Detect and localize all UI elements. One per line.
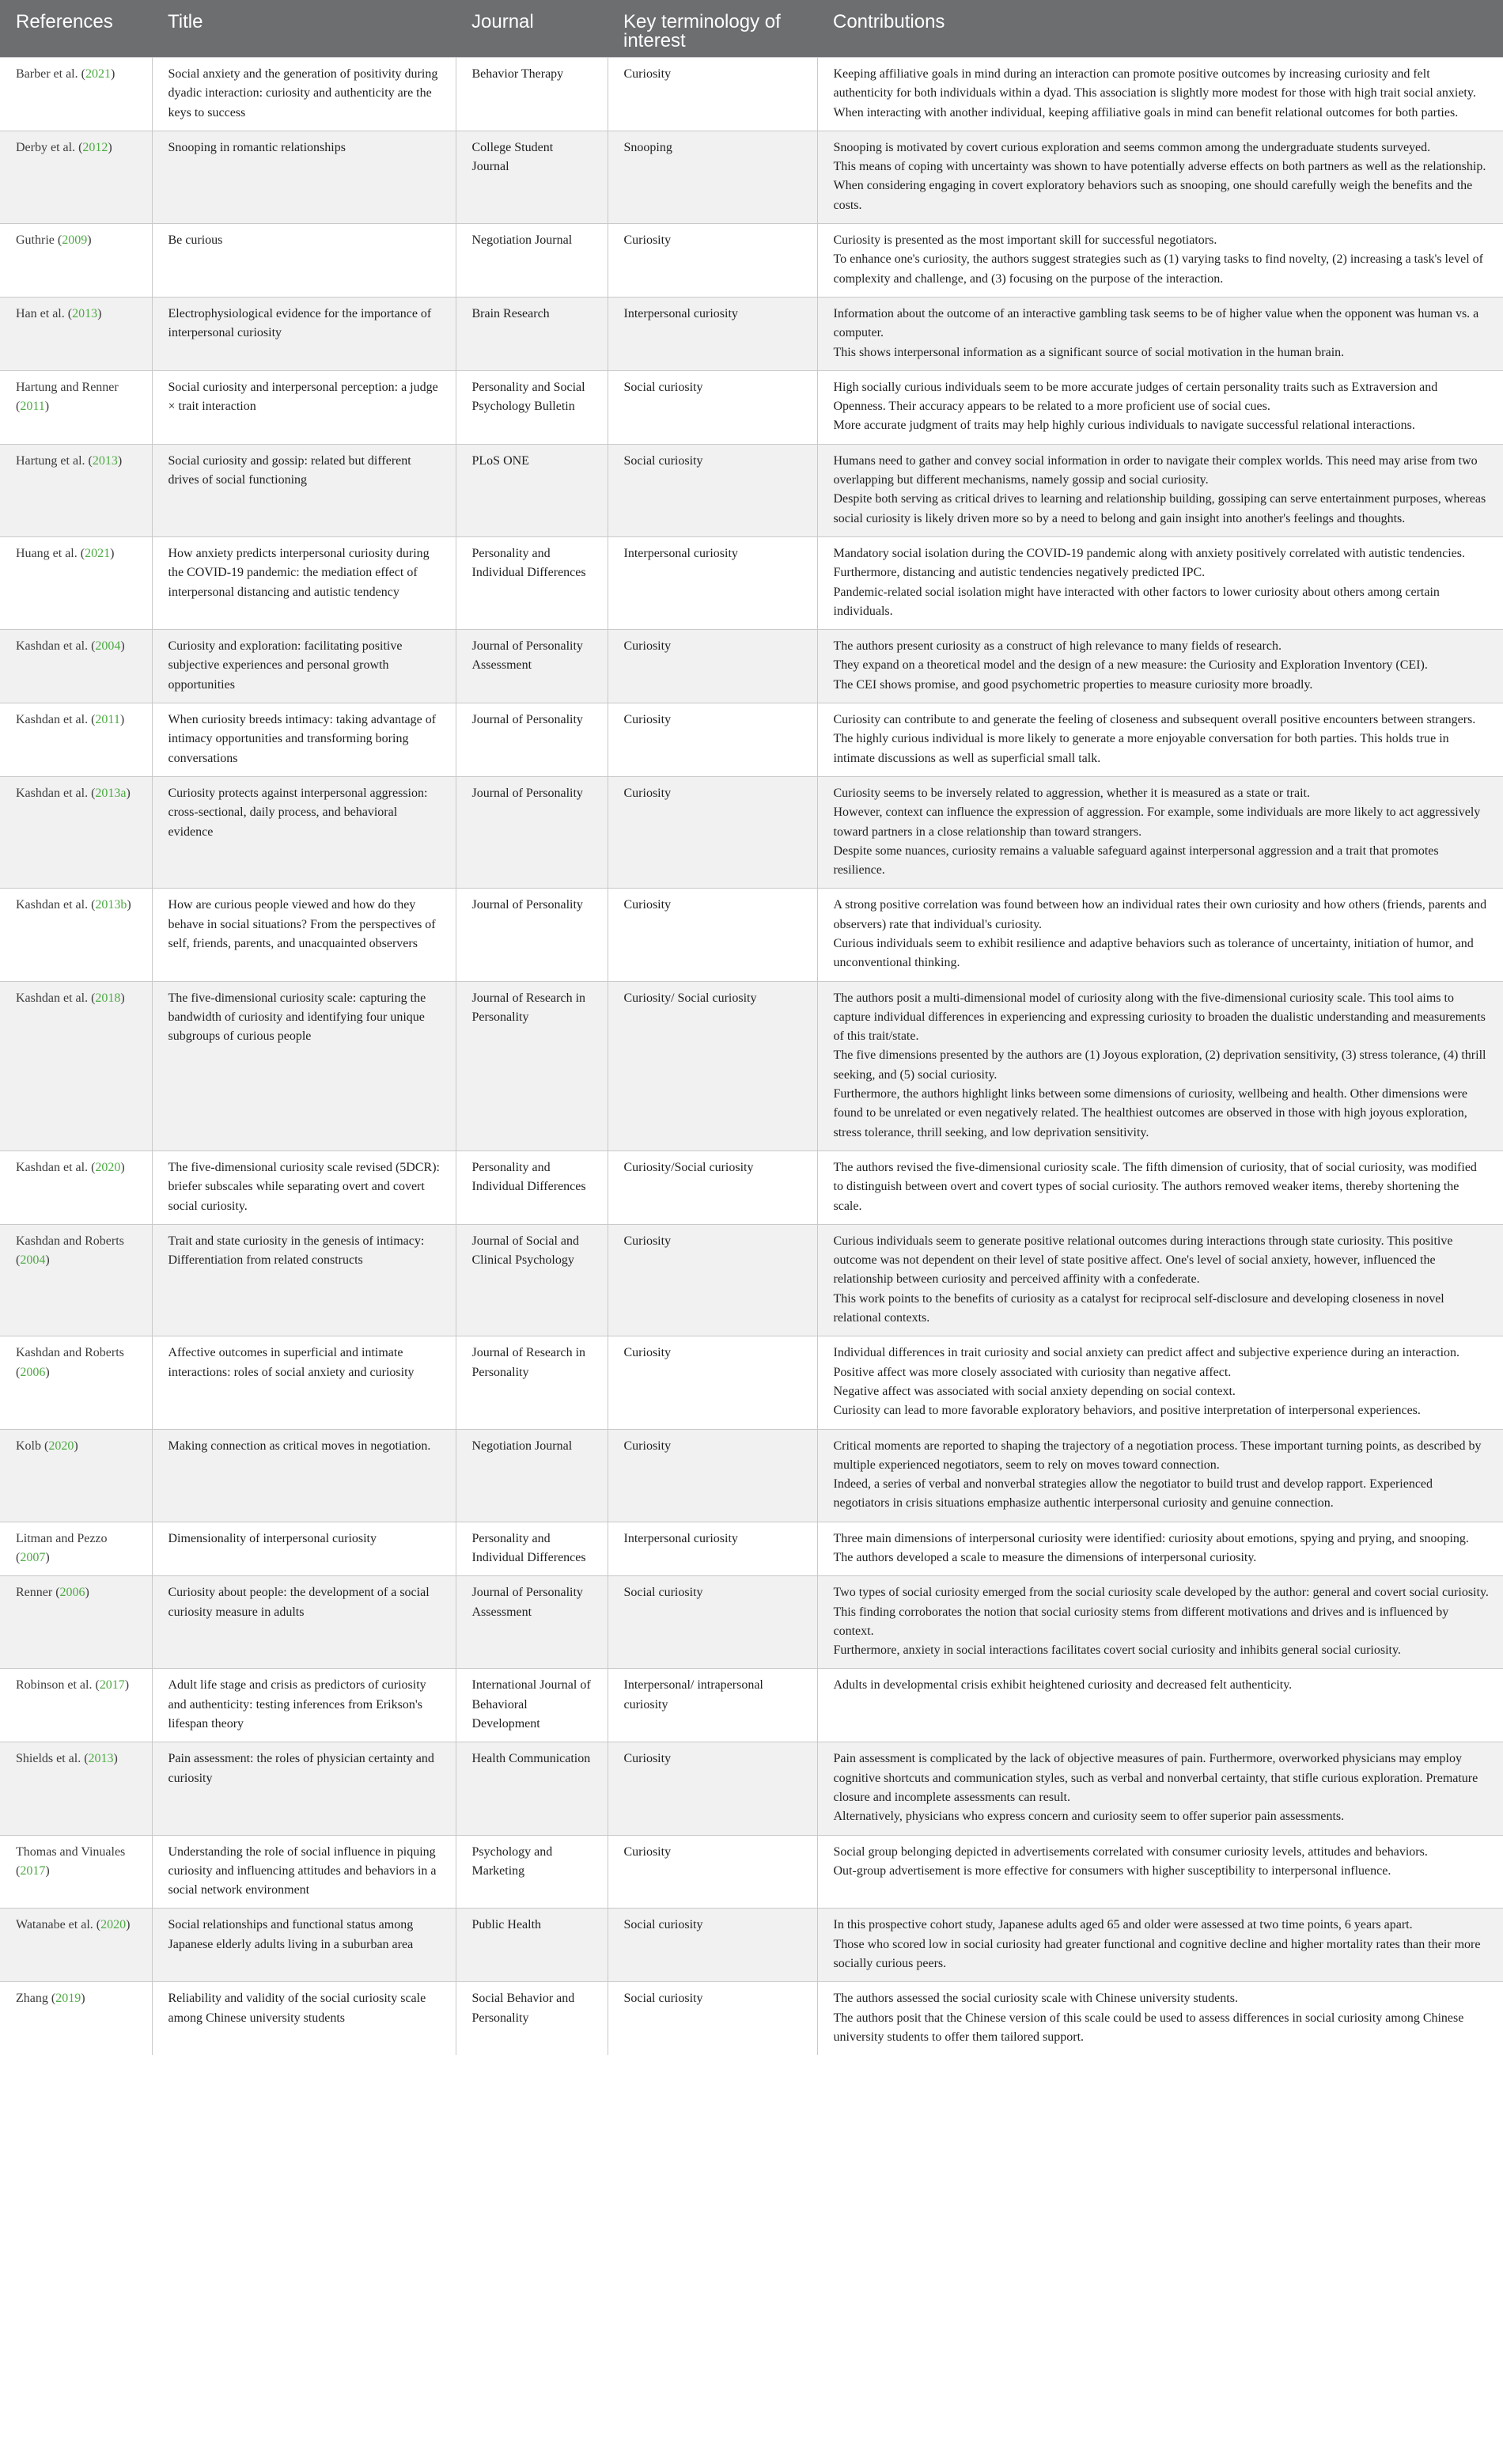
contribution-line: The five dimensions presented by the authors are (1) Joyous exploration, (2) deprivation sensitivity, (3) stress tolerance, (4) thrill seeking, and (5) social curiosity. — [833, 1048, 1486, 1082]
contribution-line: The highly curious individual is more likely to generate a more enjoyable conversation for both parties. This holds true in intimate discussions as well as superficial small talk. — [833, 732, 1449, 765]
contribution-line: Three main dimensions of interpersonal curiosity were identified: curiosity about emotions, spying and prying, and snooping. — [833, 1531, 1469, 1545]
contribution-line: Pandemic-related social isolation might have interacted with other factors to lower curiosity about others among certain individuals. — [833, 585, 1440, 618]
cell-key-terminology: Social curiosity — [608, 1982, 817, 2055]
table-row — [0, 889, 1503, 981]
cell-contributions — [817, 703, 1503, 777]
table-row — [0, 536, 1503, 629]
cell-title: Social curiosity and gossip: related but different drives of social functioning — [152, 444, 456, 536]
cell-key-terminology: Snooping — [608, 131, 817, 223]
reference-year-link[interactable]: 2012 — [82, 140, 108, 154]
table-row — [0, 776, 1503, 888]
cell-key-terminology: Curiosity — [608, 1224, 817, 1336]
reference-author: Kashdan et al. ( — [16, 991, 96, 1005]
cell-journal: Negotiation Journal — [456, 224, 608, 298]
table-row — [0, 1982, 1503, 2055]
contribution-line: Despite both serving as critical drives to learning and relationship building, gossiping can serve entertainment purposes, whereas social curiosity is likely driven more so by a need to belong and gain insight into another's feelings and thoughts. — [833, 492, 1486, 525]
reference-close-paren: ) — [117, 453, 123, 468]
reference-author: Kashdan et al. ( — [16, 1160, 96, 1174]
reference-close-paren: ) — [110, 546, 115, 560]
cell-title: Pain assessment: the roles of physician certainty and curiosity — [152, 1742, 456, 1835]
contribution-line: A strong positive correlation was found between how an individual rates their own curiosity and how others (friends, parents and observers) rate that individual's curiosity. — [833, 898, 1487, 931]
cell-journal: Journal of Personality — [456, 776, 608, 888]
contribution-line: Snooping is motivated by covert curious exploration and seems common among the undergraduate students surveyed. — [833, 140, 1431, 154]
cell-title: Understanding the role of social influence in piquing curiosity and influencing attitudes and behaviors in a social network environment — [152, 1835, 456, 1909]
table-row — [0, 1429, 1503, 1522]
reference-author: Kolb ( — [16, 1439, 49, 1453]
reference-author: Huang et al. ( — [16, 546, 85, 560]
cell-title: Dimensionality of interpersonal curiosity — [152, 1522, 456, 1576]
reference-close-paren: ) — [45, 1253, 50, 1268]
contribution-line: More accurate judgment of traits may help highly curious individuals to navigate successful relational interactions. — [833, 419, 1415, 433]
reference-year-link[interactable]: 2020 — [48, 1439, 74, 1453]
reference-year-link[interactable]: 2018 — [95, 991, 121, 1005]
cell-reference — [0, 1336, 152, 1429]
reference-author: Shields et al. ( — [16, 1752, 89, 1766]
cell-key-terminology: Curiosity — [608, 703, 817, 777]
header-title: Title — [152, 0, 456, 58]
cell-title: Affective outcomes in superficial and intimate interactions: roles of social anxiety and curiosity — [152, 1336, 456, 1429]
header-row — [0, 0, 1503, 58]
cell-contributions — [817, 1909, 1503, 1982]
reference-close-paren: ) — [120, 639, 125, 654]
reference-close-paren: ) — [74, 1439, 78, 1453]
cell-title: When curiosity breeds intimacy: taking advantage of intimacy opportunities and transforming boring conversations — [152, 703, 456, 777]
reference-author: Hartung and Renner ( — [16, 380, 119, 414]
reference-close-paren: ) — [113, 1752, 118, 1766]
contribution-line: The authors developed a scale to measure the dimensions of interpersonal curiosity. — [833, 1551, 1257, 1564]
table-row — [0, 370, 1503, 444]
table-row — [0, 444, 1503, 536]
reference-year-link[interactable]: 2013b — [95, 898, 127, 912]
reference-year-link[interactable]: 2021 — [85, 67, 111, 81]
table-row — [0, 1336, 1503, 1429]
table-row — [0, 1742, 1503, 1835]
reference-year-link[interactable]: 2011 — [95, 713, 120, 727]
reference-close-paren: ) — [97, 306, 102, 320]
cell-reference — [0, 1576, 152, 1669]
contribution-line: Furthermore, the authors highlight links between some dimensions of curiosity, wellbeing and health. Other dimensions were found to be unrelated or even negatively related. The healthiest outcomes are observed in those with high joyous exploration, stress tolerance, thrill seeking, and low deprivation sensitivity. — [833, 1087, 1467, 1139]
contribution-line: Curiosity seems to be inversely related to aggression, whether it is measured as a state or trait. — [833, 786, 1310, 800]
cell-contributions — [817, 58, 1503, 131]
contribution-line: Curiosity can lead to more favorable exploratory behaviors, and positive interpretation of interpersonal experiences. — [833, 1404, 1421, 1418]
cell-journal: Journal of Research in Personality — [456, 1336, 608, 1429]
reference-author: Renner ( — [16, 1586, 60, 1600]
table-row — [0, 981, 1503, 1150]
cell-reference — [0, 889, 152, 981]
contribution-line: When considering engaging in covert exploratory behaviors such as snooping, one should carefully weigh the benefits and the costs. — [833, 179, 1473, 212]
cell-journal: PLoS ONE — [456, 444, 608, 536]
contribution-line: Individual differences in trait curiosity and social anxiety can predict affect and subjective experience during an interaction. Positive affect was more closely associated with curiosity than negative affect. — [833, 1346, 1460, 1379]
cell-contributions — [817, 536, 1503, 629]
reference-year-link[interactable]: 2013 — [88, 1752, 114, 1766]
reference-year-link[interactable]: 2020 — [100, 1918, 127, 1932]
cell-reference — [0, 1835, 152, 1909]
cell-contributions — [817, 444, 1503, 536]
cell-contributions — [817, 1576, 1503, 1669]
cell-reference — [0, 536, 152, 629]
reference-author: Thomas and Vinuales ( — [16, 1844, 126, 1878]
reference-author: Zhang ( — [16, 1992, 56, 2006]
contribution-line: Curiosity can contribute to and generate the feeling of closeness and subsequent overall positive encounters between strangers. — [833, 713, 1476, 727]
cell-contributions — [817, 1522, 1503, 1576]
contribution-line: The authors posit a multi-dimensional model of curiosity along with the five-dimensional curiosity scale. This tool aims to capture individual differences in experiencing and expressing curiosity to broaden the dualistic understanding and measurements of this trait/state. — [833, 991, 1486, 1044]
cell-key-terminology: Social curiosity — [608, 1576, 817, 1669]
cell-title: Social anxiety and the generation of positivity during dyadic interaction: curiosity and authenticity are the keys to success — [152, 58, 456, 131]
table-row — [0, 58, 1503, 131]
table-row — [0, 1150, 1503, 1224]
table-row — [0, 703, 1503, 777]
table-row — [0, 224, 1503, 298]
contribution-line: In this prospective cohort study, Japanese adults aged 65 and older were assessed at two time points, 6 years apart. — [833, 1918, 1413, 1932]
cell-reference — [0, 1909, 152, 1982]
contribution-line: Keeping affiliative goals in mind during an interaction can promote positive outcomes by increasing curiosity and felt authenticity for both individuals within a dyad. This association is slightly more modest for those with high trait social anxiety. — [833, 67, 1476, 100]
cell-reference — [0, 58, 152, 131]
table-row — [0, 1224, 1503, 1336]
reference-author: Guthrie ( — [16, 233, 62, 248]
reference-close-paren: ) — [85, 1586, 89, 1600]
contribution-line: To enhance one's curiosity, the authors suggest strategies such as (1) varying tasks to find novelty, (2) increasing a task's level of complexity and challenge, and (3) focusing on the purpose of the interaction. — [833, 252, 1483, 286]
contribution-line: Social group belonging depicted in advertisements correlated with consumer curiosity levels, attitudes and behaviors. — [833, 1844, 1428, 1859]
table-row — [0, 1522, 1503, 1576]
cell-journal: Journal of Social and Clinical Psychology — [456, 1224, 608, 1336]
cell-title: Reliability and validity of the social curiosity scale among Chinese university students — [152, 1982, 456, 2055]
reference-author: Hartung et al. ( — [16, 453, 93, 468]
cell-key-terminology: Interpersonal curiosity — [608, 536, 817, 629]
cell-key-terminology: Social curiosity — [608, 370, 817, 444]
reference-author: Kashdan and Roberts ( — [16, 1346, 124, 1379]
cell-journal: Journal of Research in Personality — [456, 981, 608, 1150]
cell-key-terminology: Curiosity — [608, 224, 817, 298]
cell-title: Making connection as critical moves in negotiation. — [152, 1429, 456, 1522]
cell-key-terminology: Interpersonal curiosity — [608, 297, 817, 370]
contribution-line: They expand on a theoretical model and the design of a new measure: the Curiosity and Exploration Inventory (CEI). — [833, 658, 1428, 673]
contribution-line: High socially curious individuals seem to be more accurate judges of certain personality traits such as Extraversion and Openness. Their accuracy appears to be related to a more proficient use of social cues. — [833, 380, 1438, 414]
cell-title: How anxiety predicts interpersonal curiosity during the COVID-19 pandemic: the mediation effect of interpersonal distancing and autistic tendency — [152, 536, 456, 629]
reference-close-paren: ) — [108, 140, 112, 154]
cell-title: Curiosity about people: the development of a social curiosity measure in adults — [152, 1576, 456, 1669]
table-row — [0, 1669, 1503, 1742]
cell-journal: Public Health — [456, 1909, 608, 1982]
contribution-line: The authors posit that the Chinese version of this scale could be used to assess differences in social curiosity among Chinese university students to offer them tailored support. — [833, 2011, 1464, 2044]
cell-reference — [0, 444, 152, 536]
cell-title: Snooping in romantic relationships — [152, 131, 456, 223]
cell-contributions — [817, 297, 1503, 370]
cell-journal: Personality and Individual Differences — [456, 536, 608, 629]
contribution-line: The authors assessed the social curiosity scale with Chinese university students. — [833, 1992, 1238, 2006]
table-row — [0, 1909, 1503, 1982]
reference-close-paren: ) — [81, 1992, 85, 2006]
cell-reference — [0, 1982, 152, 2055]
reference-close-paren: ) — [87, 233, 92, 248]
cell-key-terminology: Curiosity/ Social curiosity — [608, 981, 817, 1150]
cell-key-terminology: Curiosity — [608, 889, 817, 981]
contribution-line: Despite some nuances, curiosity remains a valuable safeguard against interpersonal aggression and a trait that promotes resilience. — [833, 843, 1439, 878]
contribution-line: Curious individuals seem to exhibit resilience and adaptive behaviors such as tolerance of uncertainty, initiation of humor, and unconventional thinking. — [833, 936, 1474, 970]
contribution-line: Out-group advertisement is more effective for consumers with higher susceptibility to interpersonal influence. — [833, 1863, 1391, 1878]
contribution-line: Curiosity is presented as the most important skill for successful negotiators. — [833, 233, 1217, 248]
cell-contributions — [817, 1742, 1503, 1835]
cell-key-terminology: Social curiosity — [608, 444, 817, 536]
reference-close-paren: ) — [126, 1918, 131, 1932]
reference-close-paren: ) — [124, 1678, 130, 1693]
header-key-terminology: Key terminology of interest — [608, 0, 817, 58]
reference-author: Kashdan et al. ( — [16, 786, 96, 800]
reference-author: Han et al. ( — [16, 306, 73, 320]
reference-author: Barber et al. ( — [16, 67, 85, 81]
cell-reference — [0, 131, 152, 223]
reference-author: Kashdan et al. ( — [16, 639, 96, 654]
reference-year-link[interactable]: 2017 — [20, 1863, 46, 1878]
cell-key-terminology: Curiosity/Social curiosity — [608, 1150, 817, 1224]
reference-close-paren: ) — [110, 67, 115, 81]
cell-key-terminology: Curiosity — [608, 1429, 817, 1522]
cell-key-terminology: Social curiosity — [608, 1909, 817, 1982]
cell-journal: Behavior Therapy — [456, 58, 608, 131]
cell-journal: Brain Research — [456, 297, 608, 370]
reference-year-link[interactable]: 2019 — [55, 1992, 81, 2006]
contribution-line: Indeed, a series of verbal and nonverbal strategies allow the negotiator to build trust and develop rapport. Experienced negotiators in crisis situations emphasize authentic interpersonal curiosity and genuine connection. — [833, 1477, 1433, 1511]
cell-reference — [0, 1224, 152, 1336]
reference-year-link[interactable]: 2006 — [59, 1586, 85, 1600]
cell-contributions — [817, 981, 1503, 1150]
cell-contributions — [817, 1224, 1503, 1336]
reference-author: Litman and Pezzo ( — [16, 1531, 108, 1564]
contribution-line: Mandatory social isolation during the COVID-19 pandemic along with anxiety positively correlated with autistic tendencies. Furthermore, distancing and autistic tendencies negatively predicted IPC. — [833, 546, 1465, 580]
cell-contributions — [817, 1336, 1503, 1429]
contribution-line: This work points to the benefits of curiosity as a catalyst for reciprocal self-disclosure and developing closeness in novel relational contexts. — [833, 1291, 1444, 1325]
reference-close-paren: ) — [44, 400, 50, 414]
cell-reference — [0, 630, 152, 703]
cell-journal: Personality and Individual Differences — [456, 1150, 608, 1224]
cell-reference — [0, 1150, 152, 1224]
reference-year-link[interactable]: 2013 — [92, 453, 118, 468]
table-row — [0, 630, 1503, 703]
cell-contributions — [817, 370, 1503, 444]
cell-key-terminology: Curiosity — [608, 58, 817, 131]
cell-title: Social curiosity and interpersonal perception: a judge × trait interaction — [152, 370, 456, 444]
cell-contributions — [817, 1429, 1503, 1522]
cell-key-terminology: Curiosity — [608, 1742, 817, 1835]
header-journal: Journal — [456, 0, 608, 58]
header-contributions: Contributions — [817, 0, 1503, 58]
contribution-line: Those who scored low in social curiosity had greater functional and cognitive decline and higher mortality rates than their more socially curious peers. — [833, 1937, 1481, 1971]
contribution-line: This shows interpersonal information as a significant source of social motivation in the human brain. — [833, 345, 1345, 359]
cell-reference — [0, 297, 152, 370]
reference-author: Watanabe et al. ( — [16, 1918, 101, 1932]
reference-author: Kashdan et al. ( — [16, 898, 96, 912]
cell-contributions — [817, 131, 1503, 223]
reference-close-paren: ) — [45, 1551, 50, 1564]
contribution-line: When interacting with another individual, keeping affiliative goals in mind can benefit relational outcomes for both parties. — [833, 105, 1459, 119]
cell-reference — [0, 703, 152, 777]
cell-journal: Journal of Personality — [456, 703, 608, 777]
reference-year-link[interactable]: 2013a — [95, 786, 127, 800]
reference-close-paren: ) — [45, 1365, 50, 1379]
reference-year-link[interactable]: 2009 — [62, 233, 88, 248]
reference-year-link[interactable]: 2004 — [95, 639, 121, 654]
cell-title: Adult life stage and crisis as predictors of curiosity and authenticity: testing inferences from Erikson's lifespan theory — [152, 1669, 456, 1742]
cell-journal: Negotiation Journal — [456, 1429, 608, 1522]
cell-title: Electrophysiological evidence for the importance of interpersonal curiosity — [152, 297, 456, 370]
cell-journal: International Journal of Behavioral Development — [456, 1669, 608, 1742]
cell-journal: Personality and Individual Differences — [456, 1522, 608, 1576]
reference-year-link[interactable]: 2011 — [20, 400, 45, 414]
cell-contributions — [817, 776, 1503, 888]
reference-year-link[interactable]: 2007 — [20, 1551, 46, 1564]
cell-title: Trait and state curiosity in the genesis of intimacy: Differentiation from related constructs — [152, 1224, 456, 1336]
cell-title: Social relationships and functional status among Japanese elderly adults living in a suburban area — [152, 1909, 456, 1982]
cell-key-terminology: Curiosity — [608, 1336, 817, 1429]
reference-year-link[interactable]: 2020 — [95, 1160, 121, 1174]
table-body — [0, 58, 1503, 2056]
cell-contributions — [817, 1669, 1503, 1742]
cell-reference — [0, 1429, 152, 1522]
reference-year-link[interactable]: 2013 — [72, 306, 98, 320]
contribution-line: The CEI shows promise, and good psychometric properties to measure curiosity more broadly. — [833, 677, 1313, 692]
reference-close-paren: ) — [126, 786, 131, 800]
contribution-line: Furthermore, anxiety in social interactions facilitates covert social curiosity and inhibits general social curiosity. — [833, 1643, 1401, 1658]
reference-close-paren: ) — [127, 898, 131, 912]
contribution-line: The authors revised the five-dimensional curiosity scale. The fifth dimension of curiosity, that of social curiosity, was modified to distinguish between overt and covert types of social curiosity. The authors removed weaker items, thereby shortening the scale. — [833, 1160, 1477, 1213]
cell-key-terminology: Curiosity — [608, 776, 817, 888]
contribution-line: Adults in developmental crisis exhibit heightened curiosity and decreased felt authenticity. — [833, 1678, 1293, 1693]
cell-title: How are curious people viewed and how do they behave in social situations? From the perspectives of self, friends, parents, and unacquainted observers — [152, 889, 456, 981]
reference-year-link[interactable]: 2017 — [99, 1678, 125, 1693]
cell-contributions — [817, 224, 1503, 298]
cell-title: The five-dimensional curiosity scale: capturing the bandwidth of curiosity and identifying four unique subgroups of curious people — [152, 981, 456, 1150]
contribution-line: Curious individuals seem to generate positive relational outcomes during interactions through state curiosity. This positive outcome was not dependent on their level of state positive affect. One's level of social anxiety, however, influenced the relationship between curiosity and perceived affinity with a confederate. — [833, 1234, 1453, 1287]
table-row — [0, 1576, 1503, 1669]
reference-year-link[interactable]: 2021 — [85, 546, 111, 560]
reference-author: Robinson et al. ( — [16, 1678, 100, 1693]
cell-journal: Personality and Social Psychology Bulletin — [456, 370, 608, 444]
header-references: References — [0, 0, 152, 58]
contribution-line: The authors present curiosity as a construct of high relevance to many fields of research. — [833, 639, 1282, 654]
reference-close-paren: ) — [119, 713, 125, 727]
cell-journal: Psychology and Marketing — [456, 1835, 608, 1909]
contribution-line: Two types of social curiosity emerged from the social curiosity scale developed by the author: general and covert social curiosity. — [833, 1586, 1489, 1600]
cell-reference — [0, 981, 152, 1150]
contribution-line: This finding corroborates the notion that social curiosity stems from different motivations and drives and is influenced by context. — [833, 1605, 1449, 1638]
cell-reference — [0, 370, 152, 444]
reference-year-link[interactable]: 2004 — [20, 1253, 46, 1268]
cell-reference — [0, 1522, 152, 1576]
reference-author: Kashdan et al. ( — [16, 713, 96, 727]
cell-key-terminology: Interpersonal/ intrapersonal curiosity — [608, 1669, 817, 1742]
cell-reference — [0, 1669, 152, 1742]
cell-journal: Journal of Personality Assessment — [456, 1576, 608, 1669]
cell-title: Be curious — [152, 224, 456, 298]
cell-contributions — [817, 1982, 1503, 2055]
contribution-line: Humans need to gather and convey social information in order to navigate their complex worlds. This need may arise from two overlapping but different mechanisms, namely gossip and social curiosity. — [833, 453, 1478, 487]
reference-close-paren: ) — [45, 1863, 50, 1878]
cell-key-terminology: Interpersonal curiosity — [608, 1522, 817, 1576]
contribution-line: Alternatively, physicians who express concern and curiosity seem to offer superior pain assessments. — [833, 1810, 1345, 1824]
table-row — [0, 1835, 1503, 1909]
reference-author: Kashdan and Roberts ( — [16, 1234, 124, 1268]
cell-key-terminology: Curiosity — [608, 1835, 817, 1909]
contribution-line: Critical moments are reported to shaping the trajectory of a negotiation process. These important turning points, as described by multiple experienced negotiators, seem to rely on moves toward connection. — [833, 1439, 1482, 1472]
cell-contributions — [817, 1835, 1503, 1909]
table-row — [0, 297, 1503, 370]
cell-contributions — [817, 1150, 1503, 1224]
contribution-line: Information about the outcome of an interactive gambling task seems to be of higher value when the opponent was human vs. a computer. — [833, 306, 1479, 340]
cell-reference — [0, 1742, 152, 1835]
reference-year-link[interactable]: 2006 — [20, 1365, 46, 1379]
contribution-line: This means of coping with uncertainty was shown to have potentially adverse effects on both partners as well as the relationship. — [833, 160, 1486, 174]
contribution-line: Negative affect was associated with social anxiety depending on social context. — [833, 1384, 1236, 1398]
cell-journal: Social Behavior and Personality — [456, 1982, 608, 2055]
cell-journal: Journal of Personality Assessment — [456, 630, 608, 703]
cell-title: Curiosity and exploration: facilitating positive subjective experiences and personal growth opportunities — [152, 630, 456, 703]
cell-contributions — [817, 630, 1503, 703]
reference-close-paren: ) — [120, 991, 125, 1005]
cell-reference — [0, 224, 152, 298]
reference-author: Derby et al. ( — [16, 140, 83, 154]
cell-title: The five-dimensional curiosity scale revised (5DCR): briefer subscales while separating overt and covert social curiosity. — [152, 1150, 456, 1224]
cell-journal: Health Communication — [456, 1742, 608, 1835]
cell-journal: College Student Journal — [456, 131, 608, 223]
cell-reference — [0, 776, 152, 888]
table-row — [0, 131, 1503, 223]
contribution-line: However, context can influence the expression of aggression. For example, some individuals are more likely to act aggressively toward partners in a close relationship than toward strangers. — [833, 806, 1481, 839]
contribution-line: Pain assessment is complicated by the lack of objective measures of pain. Furthermore, overworked physicians may employ cognitive shortcuts and communication styles, such as verbal and nonverbal certainty, that stifle curious exploration. Premature closure and incomplete assessments can result. — [833, 1752, 1478, 1804]
reference-close-paren: ) — [120, 1160, 125, 1174]
cell-title: Curiosity protects against interpersonal aggression: cross-sectional, daily process, and behavioral evidence — [152, 776, 456, 888]
cell-contributions — [817, 889, 1503, 981]
cell-journal: Journal of Personality — [456, 889, 608, 981]
cell-key-terminology: Curiosity — [608, 630, 817, 703]
table-header — [0, 0, 1503, 58]
